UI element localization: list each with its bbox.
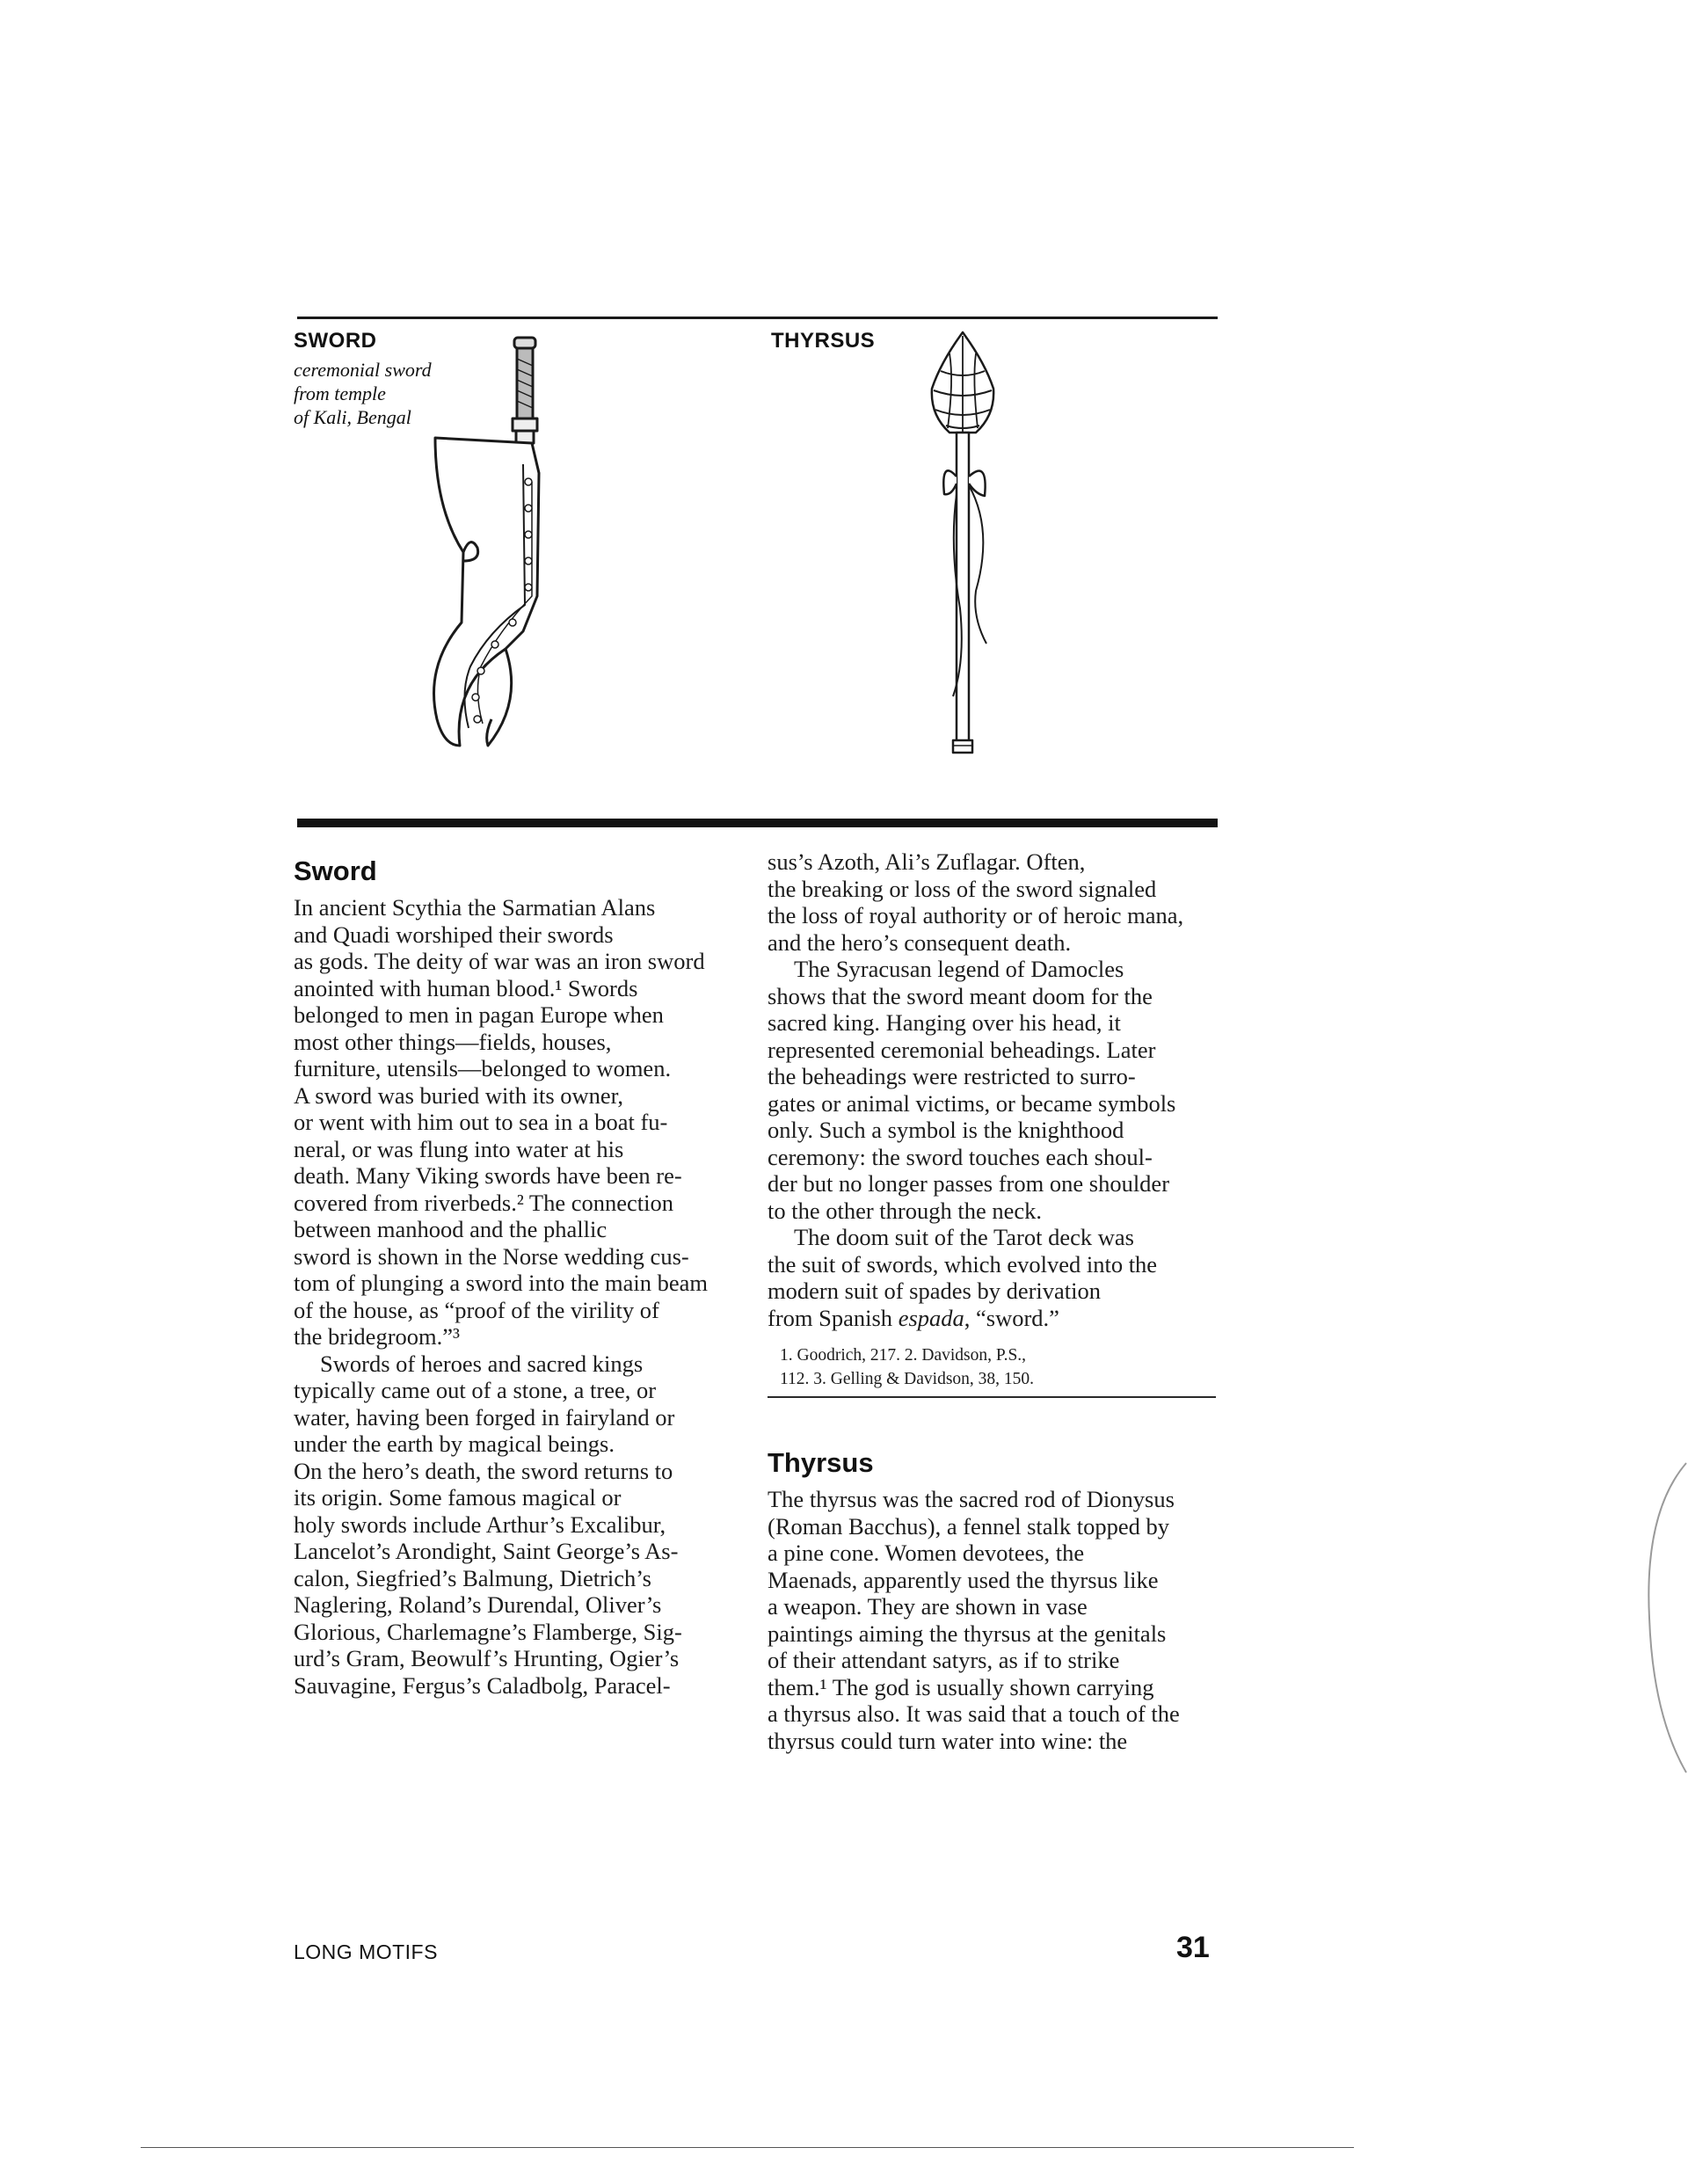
text-line: represented ceremonial beheadings. Later (768, 1036, 1156, 1063)
text-line: under the earth by magical beings. (294, 1431, 615, 1457)
text-line: Lancelot’s Arondight, Saint George’s As- (294, 1538, 679, 1564)
page-number: 31 (1176, 1931, 1210, 1964)
thyrsus-body (768, 1486, 1247, 1754)
sword-caption-line: from temple (294, 382, 386, 404)
text-line: A sword was buried with its owner, (294, 1081, 624, 1109)
text-line: neral, or was flung into water at his (294, 1135, 624, 1162)
text-line: typically came out of a stone, a tree, or (294, 1377, 657, 1403)
text-line: covered from riverbeds.² The connection (294, 1189, 674, 1216)
text-line (768, 1305, 1247, 1332)
text-line: Swords of heroes and sacred kings (320, 1350, 644, 1377)
text-line: water, having been forged in fairyland or (294, 1403, 675, 1431)
text-line: der but no longer passes from one shoulder (768, 1170, 1170, 1197)
text-line: the loss of royal authority or of heroic mana, (768, 902, 1184, 928)
running-footer: LONG MOTIFS (294, 1940, 438, 1963)
text-line: Glorious, Charlemagne’s Flamberge, Sig- (294, 1618, 682, 1645)
text-line: Naglering, Roland’s Durendal, Oliver’s (294, 1591, 662, 1618)
text-line: the beheadings were restricted to surro- (768, 1063, 1136, 1089)
text-line: them.¹ The god is usually shown carrying (768, 1673, 1154, 1700)
text-line: calon, Siegfried’s Balmung, Dietrich’s (294, 1564, 651, 1591)
sword-body-continued (768, 848, 1247, 1331)
text-line: of the house, as “proof of the virility of (294, 1296, 659, 1323)
text-line: death. Many Viking swords have been re- (294, 1162, 682, 1189)
text-run: from Spanish (768, 1304, 899, 1331)
text-line: the suit of swords, which evolved into the (768, 1250, 1158, 1278)
note-line: 112. 3. Gelling & Davidson, 38, 150. (780, 1370, 1035, 1388)
text-line: tom of plunging a sword into the main beam (294, 1270, 709, 1296)
text-line: holy swords include Arthur’s Excalibur, (294, 1511, 666, 1538)
text-line: On the hero’s death, the sword returns to (294, 1457, 673, 1484)
text-line: to the other through the neck. (768, 1197, 1043, 1224)
text-line: The Syracusan legend of Damocles (794, 956, 1124, 982)
text-line: and the hero’s consequent death. (768, 928, 1072, 956)
text-line: The thyrsus was the sacred rod of Dionysus (768, 1486, 1175, 1512)
thyrsus-illustration (914, 327, 1011, 758)
section-divider (297, 819, 1218, 827)
text-line: sword is shown in the Norse wedding cus- (294, 1242, 689, 1270)
text-line: urd’s Gram, Beowulf’s Hrunting, Ogier’s (294, 1645, 680, 1671)
text-line: or went with him out to sea in a boat fu- (294, 1109, 668, 1135)
sword-heading: Sword (294, 855, 377, 886)
text-line: most other things—fields, houses, (294, 1028, 612, 1055)
text-line: gates or animal victims, or became symbols (768, 1089, 1176, 1117)
text-line: shows that the sword meant doom for the (768, 982, 1153, 1009)
text-line: belonged to men in pagan Europe when (294, 1001, 664, 1028)
scan-edge-arc (1644, 1460, 1688, 1776)
text-line: as gods. The deity of war was an iron sword (294, 948, 705, 974)
text-line: sacred king. Hanging over his head, it (768, 1009, 1121, 1036)
sword-body (294, 894, 773, 1699)
text-line: between manhood and the phallic (294, 1216, 608, 1242)
text-line: of their attendant satyrs, as if to strike (768, 1647, 1120, 1673)
text-line: sus’s Azoth, Ali’s Zuflagar. Often, (768, 848, 1086, 875)
text-line: The doom suit of the Tarot deck was (794, 1224, 1134, 1250)
text-line: In ancient Scythia the Sarmatian Alans (294, 894, 656, 921)
text-line: ceremony: the sword touches each shoul- (768, 1143, 1153, 1170)
top-rule (297, 317, 1218, 319)
sword-notes (768, 1343, 1247, 1391)
text-run: , “sword.” (964, 1304, 1059, 1331)
text-line: its origin. Some famous magical or (294, 1484, 622, 1511)
text-line: modern suit of spades by derivation (768, 1278, 1102, 1304)
text-line: the breaking or loss of the sword signaled (768, 875, 1157, 902)
text-line: Sauvagine, Fergus’s Caladbolg, Paracel- (294, 1671, 671, 1699)
text-line: a pine cone. Women devotees, the (768, 1540, 1085, 1566)
text-line: paintings aiming the thyrsus at the genitals (768, 1620, 1167, 1647)
text-line: furniture, utensils—belonged to women. (294, 1055, 672, 1081)
sword-illustration (400, 332, 567, 763)
right-column (768, 848, 1247, 1754)
note-line: 1. Goodrich, 217. 2. Davidson, P.S., (780, 1346, 1027, 1365)
sword-caption-line: ceremonial sword (294, 359, 432, 381)
notes-divider (768, 1396, 1216, 1398)
text-line: only. Such a symbol is the knighthood (768, 1117, 1124, 1143)
sword-caption-title: SWORD (294, 329, 377, 353)
sword-caption-line: of Kali, Bengal (294, 406, 411, 428)
text-line: anointed with human blood.¹ Swords (294, 974, 638, 1001)
text-line: the bridegroom.”³ (294, 1323, 460, 1350)
scan-bottom-edge (141, 2147, 1354, 2148)
italic-term: espada (898, 1304, 964, 1331)
text-line: a weapon. They are shown in vase (768, 1593, 1088, 1620)
thyrsus-caption-title: THYRSUS (771, 329, 876, 353)
text-line: Maenads, apparently used the thyrsus like (768, 1566, 1159, 1593)
text-line: and Quadi worshiped their swords (294, 921, 614, 948)
text-line: (Roman Bacchus), a fennel stalk topped by (768, 1512, 1169, 1540)
text-line: thyrsus could turn water into wine: the (768, 1727, 1128, 1754)
thyrsus-heading: Thyrsus (768, 1447, 874, 1478)
sword-column (294, 848, 773, 1699)
text-line: a thyrsus also. It was said that a touch of the (768, 1700, 1180, 1727)
